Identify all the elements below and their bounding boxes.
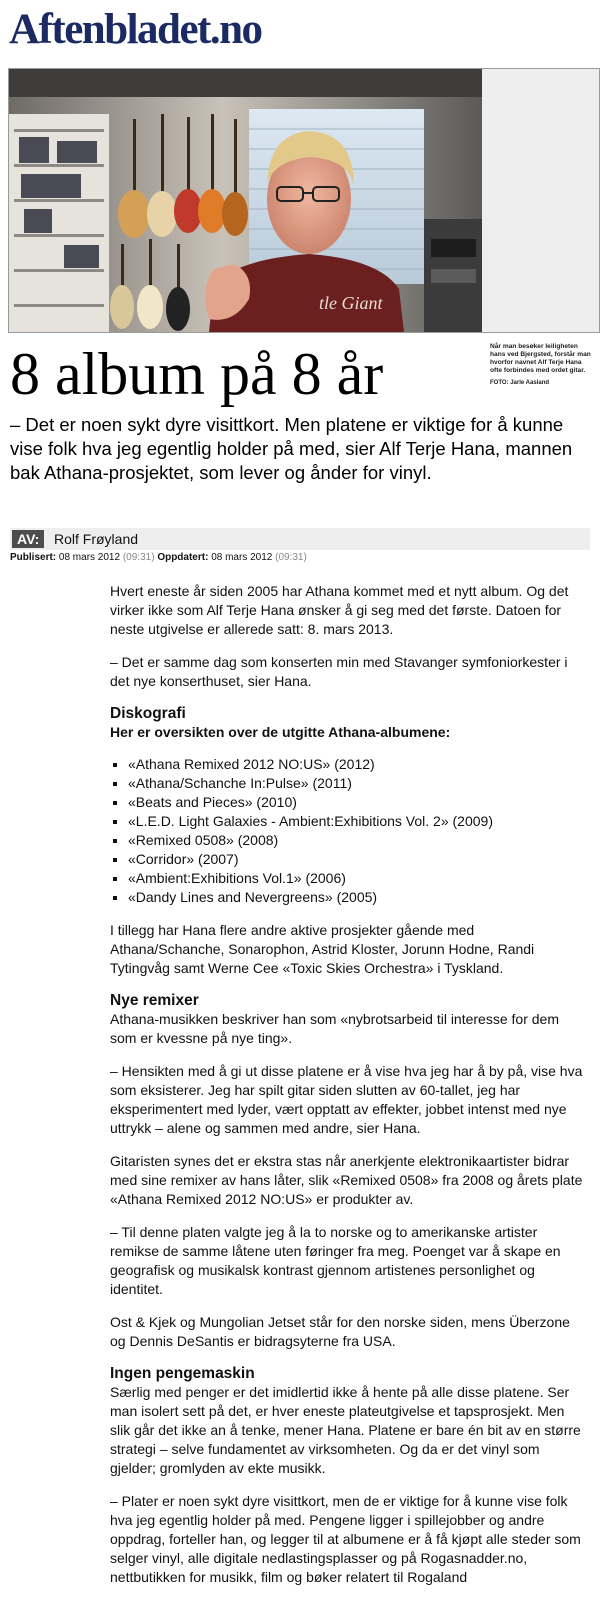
article-lead: – Det er noen sykt dyre visittkort. Men platene er viktige for å kunne vise folk hva jeg egentlig holder på med, sier Alf Terje Hana, mannen bak Athana-prosjektet, som lever og ånder for vinyl. xyxy=(10,414,573,483)
album-list xyxy=(110,755,585,907)
photo-credit: FOTO: Jarle Aasland xyxy=(490,380,550,386)
updated-time: (09:31) xyxy=(275,552,307,563)
section-subheading-diskografi: Her er oversikten over de utgitte Athana-albumene: xyxy=(110,724,451,740)
published-label: Publisert: xyxy=(10,552,57,563)
paragraph: – Til denne platen valgte jeg å la to norske og to amerikanske artister remikse de samme låtene uten føringer fra meg. Poenget var å skape en geografisk og musikalsk kontrast gjennom artistenes personlighet og identitet. xyxy=(110,1224,561,1297)
paragraph: Gitaristen synes det er ekstra stas når anerkjente elektronikaartister bidrar med sine remixer av hans låter, slik «Remixed 0508» fra 2008 og årets plate «Athana Remixed 2012 NO:US» er produkter av. xyxy=(110,1153,583,1207)
list-item: ▪ «Beats and Pieces» (2010) xyxy=(128,793,585,812)
updated-date: 08 mars 2012 xyxy=(211,552,273,563)
section-heading-diskografi: Diskografi xyxy=(110,705,186,722)
published-date: 08 mars 2012 xyxy=(58,552,121,563)
list-item: ▪ «Athana/Schanche In:Pulse» (2011) xyxy=(128,774,585,793)
shirt-text: tle Giant xyxy=(319,293,383,313)
paragraph: – Plater er noen sykt dyre visittkort, men de er viktige for å kunne vise folk hva jeg egentlig holder på med. Pengene ligger i spillejobber og andre oppdrag, forteller han, og legger til at albumene er å få kjøpt alle steder som selger vinyl, alle digitale nedlastingsplasser og på Rogasnadder.no, nettbutikken for musikk, film og bøker relatert til Rogaland xyxy=(110,1493,581,1585)
paragraph: I tillegg har Hana flere andre aktive prosjekter gående med Athana/Schanche, Sonarophon, Astrid Kloster, Jorunn Hodne, Randi Tytingvåg samt Werne Cee «Toxic Skies Orchestra» i Tyskland. xyxy=(110,922,535,976)
list-item: ▪ «Ambient:Exhibitions Vol.1» (2006) xyxy=(128,869,585,888)
paragraph: – Hensikten med å gi ut disse platene er å vise hva jeg har å by på, vise hva som eksisterer. Jeg har spilt gitar siden slutten av 60-tallet, jeg har eksperimentert med lyder, vært opptatt av effekter, jobbet intenst med nye uttrykk – alene og sammen med andre, sier Hana. xyxy=(110,1063,583,1136)
byline-bar xyxy=(10,528,590,550)
list-item: ▪ «Corridor» (2007) xyxy=(128,850,585,869)
list-item: ▪ «Remixed 0508» (2008) xyxy=(128,831,585,850)
paragraph: Ost & Kjek og Mungolian Jetset står for den norske siden, mens Überzone og Dennis DeSantis er bidragsyterne fra USA. xyxy=(110,1314,570,1349)
published-time: (09:31) xyxy=(122,552,155,563)
section-heading-remixer: Nye remixer xyxy=(110,992,199,1009)
paragraph: Hvert eneste år siden 2005 har Athana kommet med et nytt album. Og det virker ikke som Alf Terje Hana ønsker å gi seg med det første. Datoen for neste utgivelse er allerede satt: 8. mars 2013. xyxy=(110,583,569,637)
site-logo[interactable] xyxy=(9,4,299,56)
list-item: ▪ «L.E.D. Light Galaxies - Ambient:Exhibitions Vol. 2» (2009) xyxy=(128,812,585,831)
photo-caption-text: Når man besøker leiligheten hans ved Bjergsted, forstår man hvorfor navnet Alf Terje Hana ofte forbindes med ordet gitar. xyxy=(490,343,591,374)
site-logo-text: Aftenbladet.no xyxy=(9,6,262,53)
updated-label: Oppdatert: xyxy=(157,552,209,563)
article-photo xyxy=(9,69,482,332)
publish-dates xyxy=(10,552,307,564)
article-body xyxy=(110,582,585,1587)
article-title: 8 album på 8 år xyxy=(10,341,384,407)
photo-caption xyxy=(490,343,592,387)
paragraph: – Det er samme dag som konserten min med Stavanger symfoniorkester i det nye konserthuset, sier Hana. xyxy=(110,654,568,689)
paragraph: Athana-musikken beskriver han som «nybrotsarbeid til interesse for dem som er kvessne på nye ting». xyxy=(110,1011,559,1046)
author-link[interactable]: Rolf Frøyland xyxy=(54,531,139,547)
section-heading-pengemaskin: Ingen pengemaskin xyxy=(110,1365,255,1382)
byline-label: AV: xyxy=(12,530,44,548)
paragraph: Særlig med penger er det imidlertid ikke å hente på alle disse platene. Ser man isolert sett på det, er hver eneste plateutgivelse et tapsprosjekt. Men slik går det ikke an å tenke, mener Hana. Platene er bare én bit av en større strategi – selve fundamentet av virksomheten. Og da er det vinyl som gjelder; gromlyden av ekte musikk. xyxy=(110,1384,581,1476)
list-item: ▪ «Athana Remixed 2012 NO:US» (2012) xyxy=(128,755,585,774)
list-item: ▪ «Dandy Lines and Nevergreens» (2005) xyxy=(128,888,585,907)
